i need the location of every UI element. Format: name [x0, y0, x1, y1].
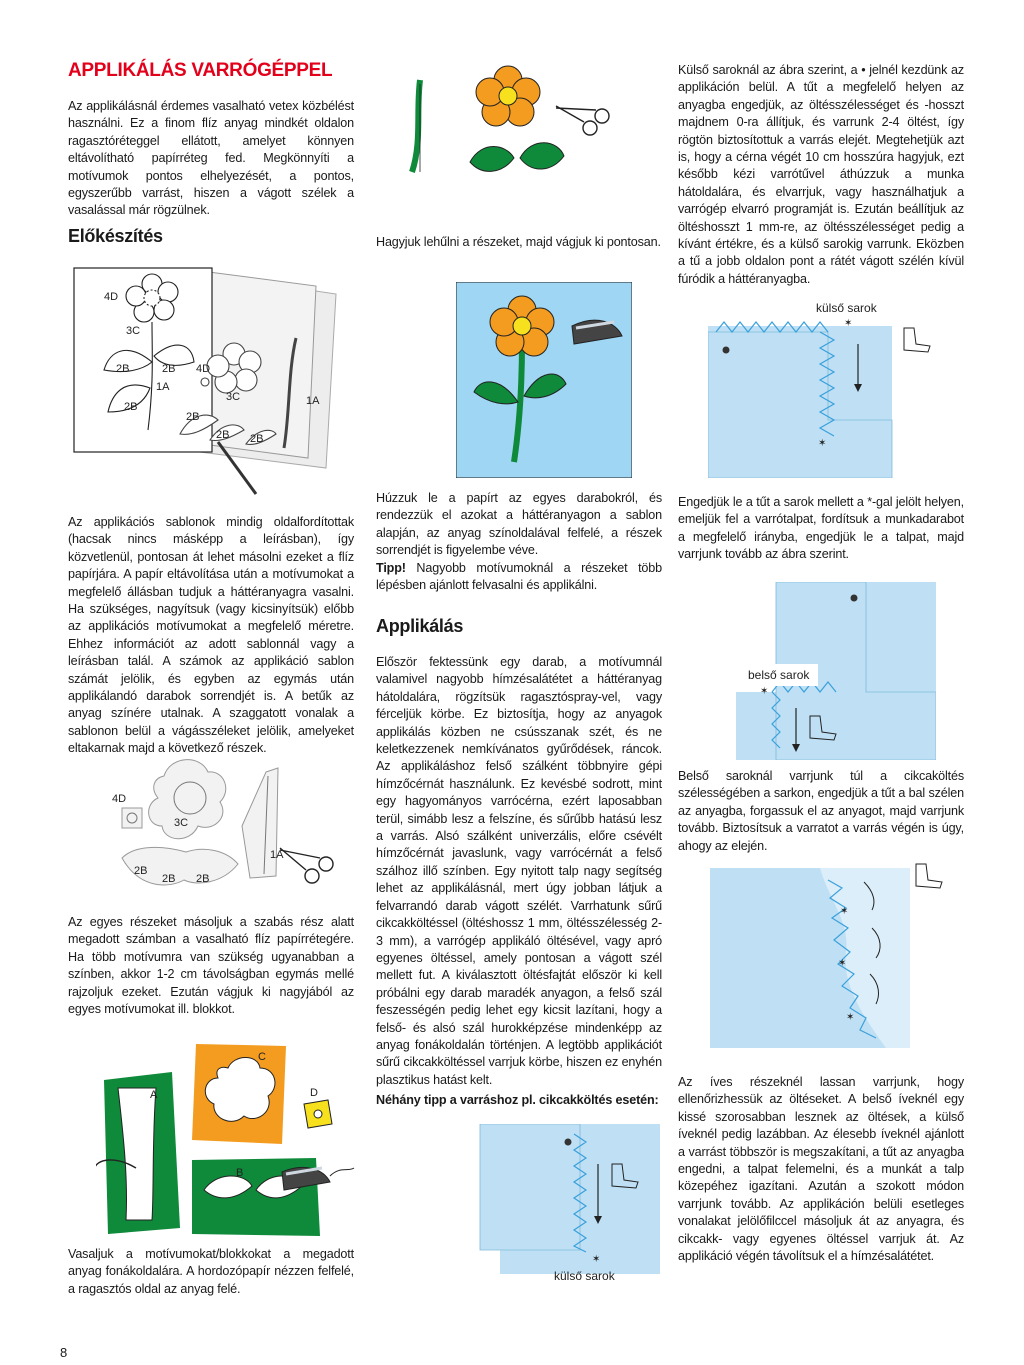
- presser-foot-icon: [916, 864, 942, 888]
- cut-out-pieces-figure: [392, 62, 624, 202]
- label-3c: 3C: [126, 325, 141, 337]
- tip-text: Nagyobb motívumoknál a részeket több lépésben ajánlott felvasalni és applikálni.: [376, 561, 662, 593]
- svg-text:✶: ✶: [846, 1012, 855, 1023]
- page-title: APPLIKÁLÁS VARRÓGÉPPEL: [68, 60, 333, 81]
- inner-corner-label: belső sarok: [748, 668, 810, 682]
- outer-corner-figure: [708, 292, 954, 478]
- label-1a: 1A: [270, 849, 284, 861]
- svg-text:✶: ✶: [592, 1254, 601, 1265]
- label-2b: 2B: [162, 873, 176, 885]
- section-heading-prep: Előkészítés: [68, 226, 163, 246]
- label-2b: 2B: [250, 433, 264, 445]
- tip-paragraph: [376, 560, 662, 595]
- section-heading-app: Applikálás: [376, 616, 464, 636]
- start-dot: [851, 595, 858, 602]
- outer-corner-label: külső sarok: [554, 1269, 615, 1283]
- template-tracing-figure: [68, 262, 360, 500]
- svg-text:✶: ✶: [760, 686, 769, 697]
- label-4d: 4D: [104, 291, 119, 303]
- tips-heading: Néhány tipp a varráshoz pl. cikcakköltés esetén:: [376, 1093, 659, 1107]
- inner-corner-figure: [736, 582, 936, 760]
- templates-paragraph: Az applikációs sablonok mindig oldalfordítottak (hacsak nincs másképp a leírásban), így közvetlenül, pontosan át lehet másolni ezeket a flíz papírjára. A papír eltávolítása után a motívumokat a megfelelő állásban tudjuk a háttéranyagra vasalni. Ha szükséges, nagyítsuk (vagy kicsinyítsük) előbb az applikációs motívumokat a megfelelő méretre. Ehhez információt az adott sablonnál vagy a leírásban talál. A számok az applikáció sablon számát jelölik, és egyben az egymás után applikálandó darabok sorrendjét is. A betűk az anyag színére utalnak. A szaggatott vonalak a sablonon belül a vágásszéleket jelölik, amelyeket eltakarnak majd a következő részek.: [68, 515, 354, 756]
- label-4d: 4D: [112, 793, 127, 805]
- outer-corner-paragraph: Külső saroknál az ábra szerint, a • jelnél kezdünk az applikáción belül. A tűt a megfelelő helyen az anyagba engedjük, az öltésszélességet és -hosszt majdnem 0-ra állítjuk, és varrunk 2-4 öltést, így rögtön biztosítottuk a varrás elejét. Megtehetjük azt is, hogy a cérna végét 10 cm hosszúra hagyjuk, ezt később kézi varrótűvel áthúzzuk a munka hátoldalára, és elvarrjuk, vagy használhatjuk a varrógép elvarró programját is. Ezután beállítjuk az öltéshosszt 1 mm-re, az öltésszélességet pedig a kívánt értékre, és a külső sarokig varrunk. Eközben a tű a jobb oldalon pont a rátét vágott szélén kívül fúródik a háttéranyagba.: [678, 63, 964, 286]
- label-2b: 2B: [116, 363, 130, 375]
- curve-paragraph: Az íves részeknél lassan varrjunk, hogy ellenőrizhessük az öltéseket. A belső íveknél egy kissé szorosabban lesznek az öltések, a külső íveknél pedig lazábban. Az élesebb íveknél ajánlott a varrást többször is megszakítani, a tűt az anyagba engedni, a talpat felemelni, és a munkát a talp közepéhez igazítani. Azután a szokott módon varrjunk tovább. Az applikáción belüli esetleges vonalakat jelölőfilccel másoljuk át az anyagra, és cikcakk- vagy egyenes öltéssel varrjuk át. Az applikáció végén távolítsuk el a hímzésalátétet.: [678, 1075, 964, 1264]
- label-c: C: [258, 1051, 266, 1063]
- inner-corner-paragraph: Belső saroknál varrjunk túl a cikcaköltés szélességében a sarkon, engedjük a tűt a bal szélen az anyagba, forgassuk el az anyagot, majd varrjunk tovább. Biztosítsuk a varratot a varrás végén is úgy, ahogy az elején.: [678, 769, 964, 853]
- outer-corner-label: külső sarok: [816, 301, 877, 315]
- copy-paragraph: Az egyes részeket másoljuk a szabás rész alatt megadott számban a vasalható flíz papírrétegére. Ha több motívumra van szükség ugyanabban a színben, akkor 1-2 cm távolságban egymás mellé rajzoljuk ezeket. Ezután vágjuk ki nagyjából az egyes motívumokat ill. blokkot.: [68, 915, 354, 1017]
- label-a: A: [150, 1089, 158, 1101]
- flower-cutout: [476, 66, 540, 126]
- cool-caption: Hagyjuk lehűlni a részeket, majd vágjuk ki pontosan.: [376, 235, 661, 249]
- start-dot: [723, 347, 730, 354]
- start-dot: [565, 1139, 572, 1146]
- label-d: D: [310, 1087, 318, 1099]
- app-paragraph: Először fektessünk egy darab, a motívumnál valamivel nagyobb hímzésalátétet a háttéranyag hátoldalára, rögzítsük ragasztóspray-vel, vagy férceljük körbe. Ez biztosítja, hogy az anyagok applikálás közben ne csússzanak szét, és ne keletkezzenek nemkívánatos gyűrődések, ráncok. Az applikáláshoz felső szálként többnyire gépi hímzőcérnát használunk. Ez kevésbé sodrott, mint egy hagyományos varrócérna, ezért laposabban terül, simább lesz a felszíne, és sűrűbb hatású lesz a varrás. Alsó szálként univerzális, előre csévélt hímzőcérnát javaslunk, vagy varrócérnát a felső szálhoz illő színben. Egy nyitott talp nagy segítség lehet az applikálásnál, mert úgy jobban látjuk a felvarrandó darab vágott szélét. Varrhatunk sűrű cikcakköltéssel (öltéshossz 1 mm, öltésszélesség 2-3 mm), a varrógép applikáló öltésével, vagy apró egyenes öltéssel, amely pontosan a vágott szél mellett fut. A kiválasztott öltésfajtát először ki kell próbálni egy darab maradék anyagon, a felső szál feszességén pedig lehet egy kicsit lazítani, hogy a felső- és alsó szál hurokképzése mindenképp az anyag fonákoldalán történjen. A legtöbb applikációt sűrű cikcakköltéssel varrjuk körbe, hiszen ez enyhén plasztikus hatást kelt.: [376, 655, 662, 1087]
- tip-label: Tipp!: [376, 561, 406, 575]
- svg-text:✶: ✶: [818, 438, 827, 449]
- iron-back-paragraph: Vasaljuk a motívumokat/blokkokat a megadott anyag fonákoldalára. A hordozópapír nézzen felfelé, a ragasztós oldal az anyag felé.: [68, 1247, 354, 1296]
- label-2b: 2B: [196, 873, 210, 885]
- label-2b: 2B: [162, 363, 176, 375]
- presser-foot-icon: [904, 328, 930, 352]
- label-3c: 3C: [226, 391, 241, 403]
- leaf-cutout: [470, 147, 514, 172]
- iron-onto-fabric-figure: [96, 1040, 356, 1240]
- svg-text:✶: ✶: [844, 318, 853, 329]
- arranged-flower-figure: [456, 282, 632, 478]
- scissors-icon: [556, 106, 609, 135]
- label-2b: 2B: [124, 401, 138, 413]
- leaf-cutout: [520, 143, 564, 169]
- page-number: 8: [60, 1345, 68, 1360]
- curve-stitch-figure: [710, 862, 956, 1048]
- label-4d: 4D: [196, 363, 211, 375]
- label-2b: 2B: [134, 865, 148, 877]
- scissors-icon: [280, 848, 333, 883]
- svg-text:✶: ✶: [840, 906, 849, 917]
- stem-cutout: [412, 80, 420, 172]
- cut-pieces-figure: [100, 756, 350, 906]
- label-2b: 2B: [216, 429, 230, 441]
- iron-icon: [282, 1167, 354, 1190]
- label-1a: 1A: [306, 395, 320, 407]
- label-2b: 2B: [186, 411, 200, 423]
- outer-corner-start-figure: [460, 1124, 660, 1294]
- label-1a: 1A: [156, 381, 170, 393]
- label-3c: 3C: [174, 817, 189, 829]
- intro-paragraph: Az applikálásnál érdemes vasalható vetex közbélést használni. Ez a finom flíz anyag mindkét oldalon ragasztóréteggel ellátott, amelyet könnyen eltávolítható papírréteg fed. Megkönnyíti a motívumok pontos elhelyezését, a pontos, egyszerűbb varrást, hiszen a vágott szélek a vasalással már rögzülnek.: [68, 99, 354, 218]
- peel-paragraph: Húzzuk le a papírt az egyes darabokról, és rendezzük el azokat a háttéranyagon a sablon alapján, az anyag színoldalával felfelé, a részek sorrendjét is figyelembe véve.: [376, 491, 662, 558]
- label-b: B: [236, 1167, 244, 1179]
- lower-needle-paragraph: Engedjük le a tűt a sarok mellett a *-gal jelölt helyen, emeljük fel a varrótalpat, fordítsuk a munkadarabot a megfelelő irányba, engedjük le a talpat, majd varrjunk tovább az ábra szerint.: [678, 495, 964, 562]
- svg-text:✶: ✶: [838, 958, 847, 969]
